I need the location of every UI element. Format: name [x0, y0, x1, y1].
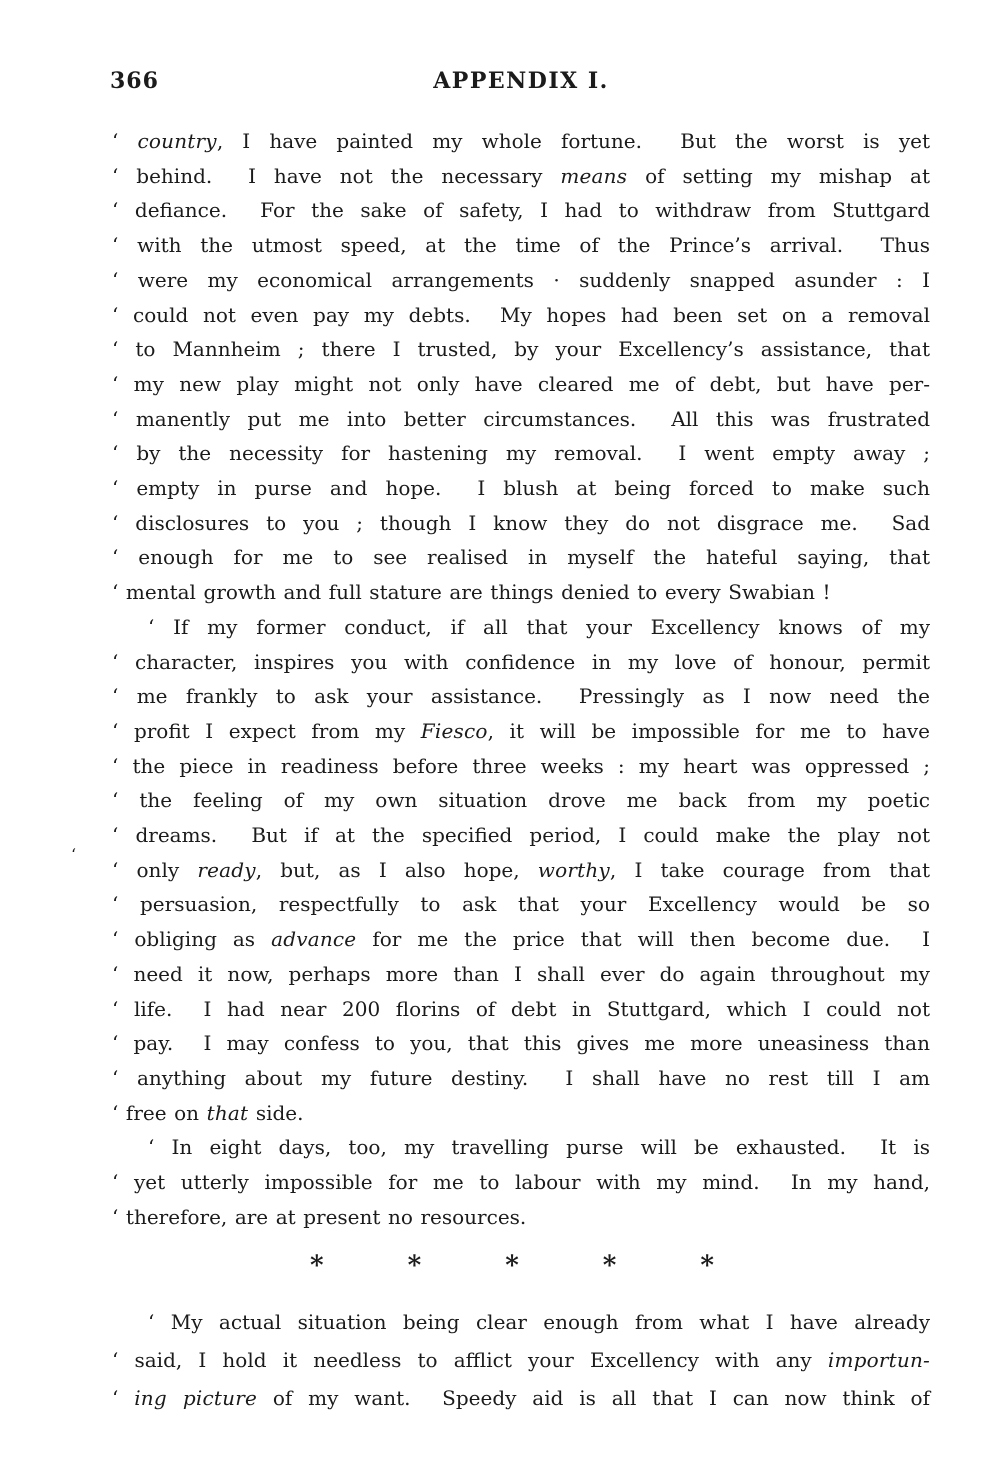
text-line: ‘ the piece in readiness before three weeks : my heart was oppressed ;	[112, 753, 930, 778]
paragraph	[112, 610, 930, 1131]
asterisk-icon: *	[407, 1250, 422, 1281]
text-line: ‘ with the utmost speed, at the time of the Prince’s arrival. Thus	[112, 233, 930, 258]
text-line: ‘ therefore, are at present no resources.	[112, 1204, 527, 1229]
text-line: ‘ the feeling of my own situation drove me back from my poetic	[112, 788, 930, 813]
text-line: ‘ could not even pay my debts. My hopes had been set on a removal	[112, 302, 930, 327]
text-line: ‘ defiance. For the sake of safety, I had to withdraw from Stuttgard	[112, 198, 930, 223]
asterisk-icon: *	[310, 1250, 324, 1281]
page-body	[112, 124, 930, 1417]
text-line: ‘ said, I hold it needless to afflict your Excellency with any importun-	[112, 1347, 930, 1372]
page-number: 366	[110, 68, 159, 94]
text-line: ‘ If my former conduct, if all that your Excellency knows of my	[148, 614, 930, 639]
page-header	[112, 68, 930, 98]
text-line: ‘ my new play might not only have cleared me of debt, but have per-	[112, 371, 930, 396]
text-line: ‘ me frankly to ask your assistance. Pressingly as I now need the	[112, 684, 930, 709]
text-line: ‘ persuasion, respectfully to ask that your Excellency would be so	[112, 892, 930, 917]
text-line: ‘ disclosures to you ; though I know they do not disgrace me. Sad	[112, 510, 930, 535]
text-line: ‘ In eight days, too, my travelling purse will be exhausted. It is	[148, 1135, 930, 1160]
asterisk-icon: *	[700, 1250, 714, 1281]
text-line: ‘ obliging as advance for me the price that will then become due. I	[112, 927, 930, 952]
paragraph	[112, 1303, 930, 1417]
text-line: ‘ yet utterly impossible for me to labour with my mind. In my hand,	[112, 1170, 930, 1195]
text-line: ‘ manently put me into better circumstances. All this was frustrated	[112, 406, 930, 431]
text-line: ‘ to Mannheim ; there I trusted, by your Excellency’s assistance, that	[112, 337, 930, 362]
text-line: ‘ need it now, perhaps more than I shall ever do again throughout my	[112, 961, 930, 986]
text-line: ‘ only ready, but, as I also hope, worthy, I take courage from that	[112, 857, 930, 882]
paragraph	[112, 124, 930, 610]
text-line: ‘ dreams. But if at the specified period, I could make the play not	[112, 823, 930, 848]
text-line: ‘ profit I expect from my Fiesco, it will be impossible for me to have	[112, 718, 931, 743]
text-line: ‘ My actual situation being clear enough from what I have already	[148, 1309, 930, 1334]
text-line: ‘ country, I have painted my whole fortune. But the worst is yet	[112, 129, 930, 153]
text-line: ‘ life. I had near 200 florins of debt in Stuttgard, which I could not	[112, 996, 930, 1021]
text-line: ‘ were my economical arrangements · suddenly snapped asunder : I	[112, 267, 930, 292]
text-line: ‘ pay. I may confess to you, that this gives me more uneasiness than	[112, 1031, 930, 1056]
header-title: APPENDIX I.	[433, 68, 609, 94]
text-line: ‘ behind. I have not the necessary means of setting my mishap at	[112, 163, 930, 188]
stray-quote-mark: ‘	[71, 845, 77, 864]
text-line: ‘ mental growth and full stature are things denied to every Swabian !	[112, 580, 831, 605]
text-line: ‘ anything about my future destiny. I shall have no rest till I am	[112, 1065, 930, 1090]
text-line: ‘ empty in purse and hope. I blush at being forced to make such	[112, 476, 930, 501]
asterisk-icon: *	[602, 1250, 617, 1281]
text-line: ‘ enough for me to see realised in myself the hateful saying, that	[112, 545, 930, 570]
text-line: ‘ ing picture of my want. Speedy aid is all that I can now think of	[112, 1385, 930, 1410]
text-line: ‘ character, inspires you with confidence in my love of honour, permit	[112, 649, 930, 674]
text-line: ‘ by the necessity for hastening my removal. I went empty away ;	[112, 441, 930, 466]
asterisk-separator	[310, 1249, 714, 1283]
paragraph	[112, 1130, 930, 1234]
asterisk-icon: *	[505, 1250, 519, 1281]
text-line: ‘ free on that side.	[112, 1100, 304, 1125]
